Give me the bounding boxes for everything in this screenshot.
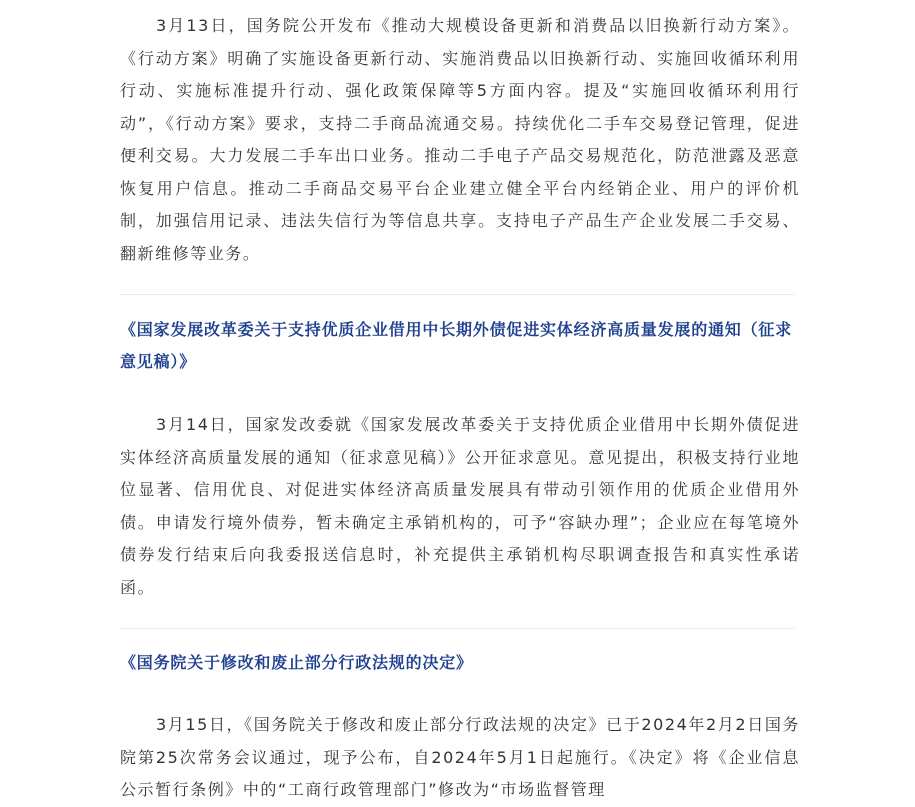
section-title-regulation-revision: 《国务院关于修改和废止部分行政法规的决定》	[120, 653, 473, 672]
section-divider	[120, 628, 795, 629]
section-title-foreign-debt: 《国家发展改革委关于支持优质企业借用中长期外债促进实体经济高质量发展的通知（征求意见稿）》	[120, 320, 793, 371]
paragraph-equipment-renewal: 3月13日，国务院公开发布《推动大规模设备更新和消费品以旧换新行动方案》。《行动方案》明确了实施设备更新行动、实施消费品以旧换新行动、实施回收循环利用行动、实施标准提升行动、强化政策保障等5方面内容。提及“实施回收循环利用行动”，《行动方案》要求，支持二手商品流通交易。持续优化二手车交易登记管理，促进便利交易。大力发展二手车出口业务。推动二手电子产品交易规范化，防范泄露及恶意恢复用户信息。推动二手商品交易平台企业建立健全平台内经销企业、用户的评价机制，加强信用记录、违法失信行为等信息共享。支持电子产品生产企业发展二手交易、翻新维修等业务。	[120, 16, 800, 263]
paragraph-regulation-revision: 3月15日，《国务院关于修改和废止部分行政法规的决定》已于2024年2月2日国务院第25次常务会议通过，现予公布，自2024年5月1日起施行。《决定》将《企业信息公示暂行条例》中的“工商行政管理部门”修改为“市场监督管理	[120, 715, 800, 799]
section-divider	[120, 294, 795, 295]
article-body	[120, 0, 800, 807]
paragraph-foreign-debt: 3月14日，国家发改委就《国家发展改革委关于支持优质企业借用中长期外债促进实体经济高质量发展的通知（征求意见稿）》公开征求意见。意见提出，积极支持行业地位显著、信用优良、对促进实体经济高质量发展具有带动引领作用的优质企业借用外债。申请发行境外债券，暂未确定主承销机构的，可予“容缺办理”；企业应在每笔境外债券发行结束后向我委报送信息时，补充提供主承销机构尽职调查报告和真实性承诺函。	[120, 415, 800, 597]
